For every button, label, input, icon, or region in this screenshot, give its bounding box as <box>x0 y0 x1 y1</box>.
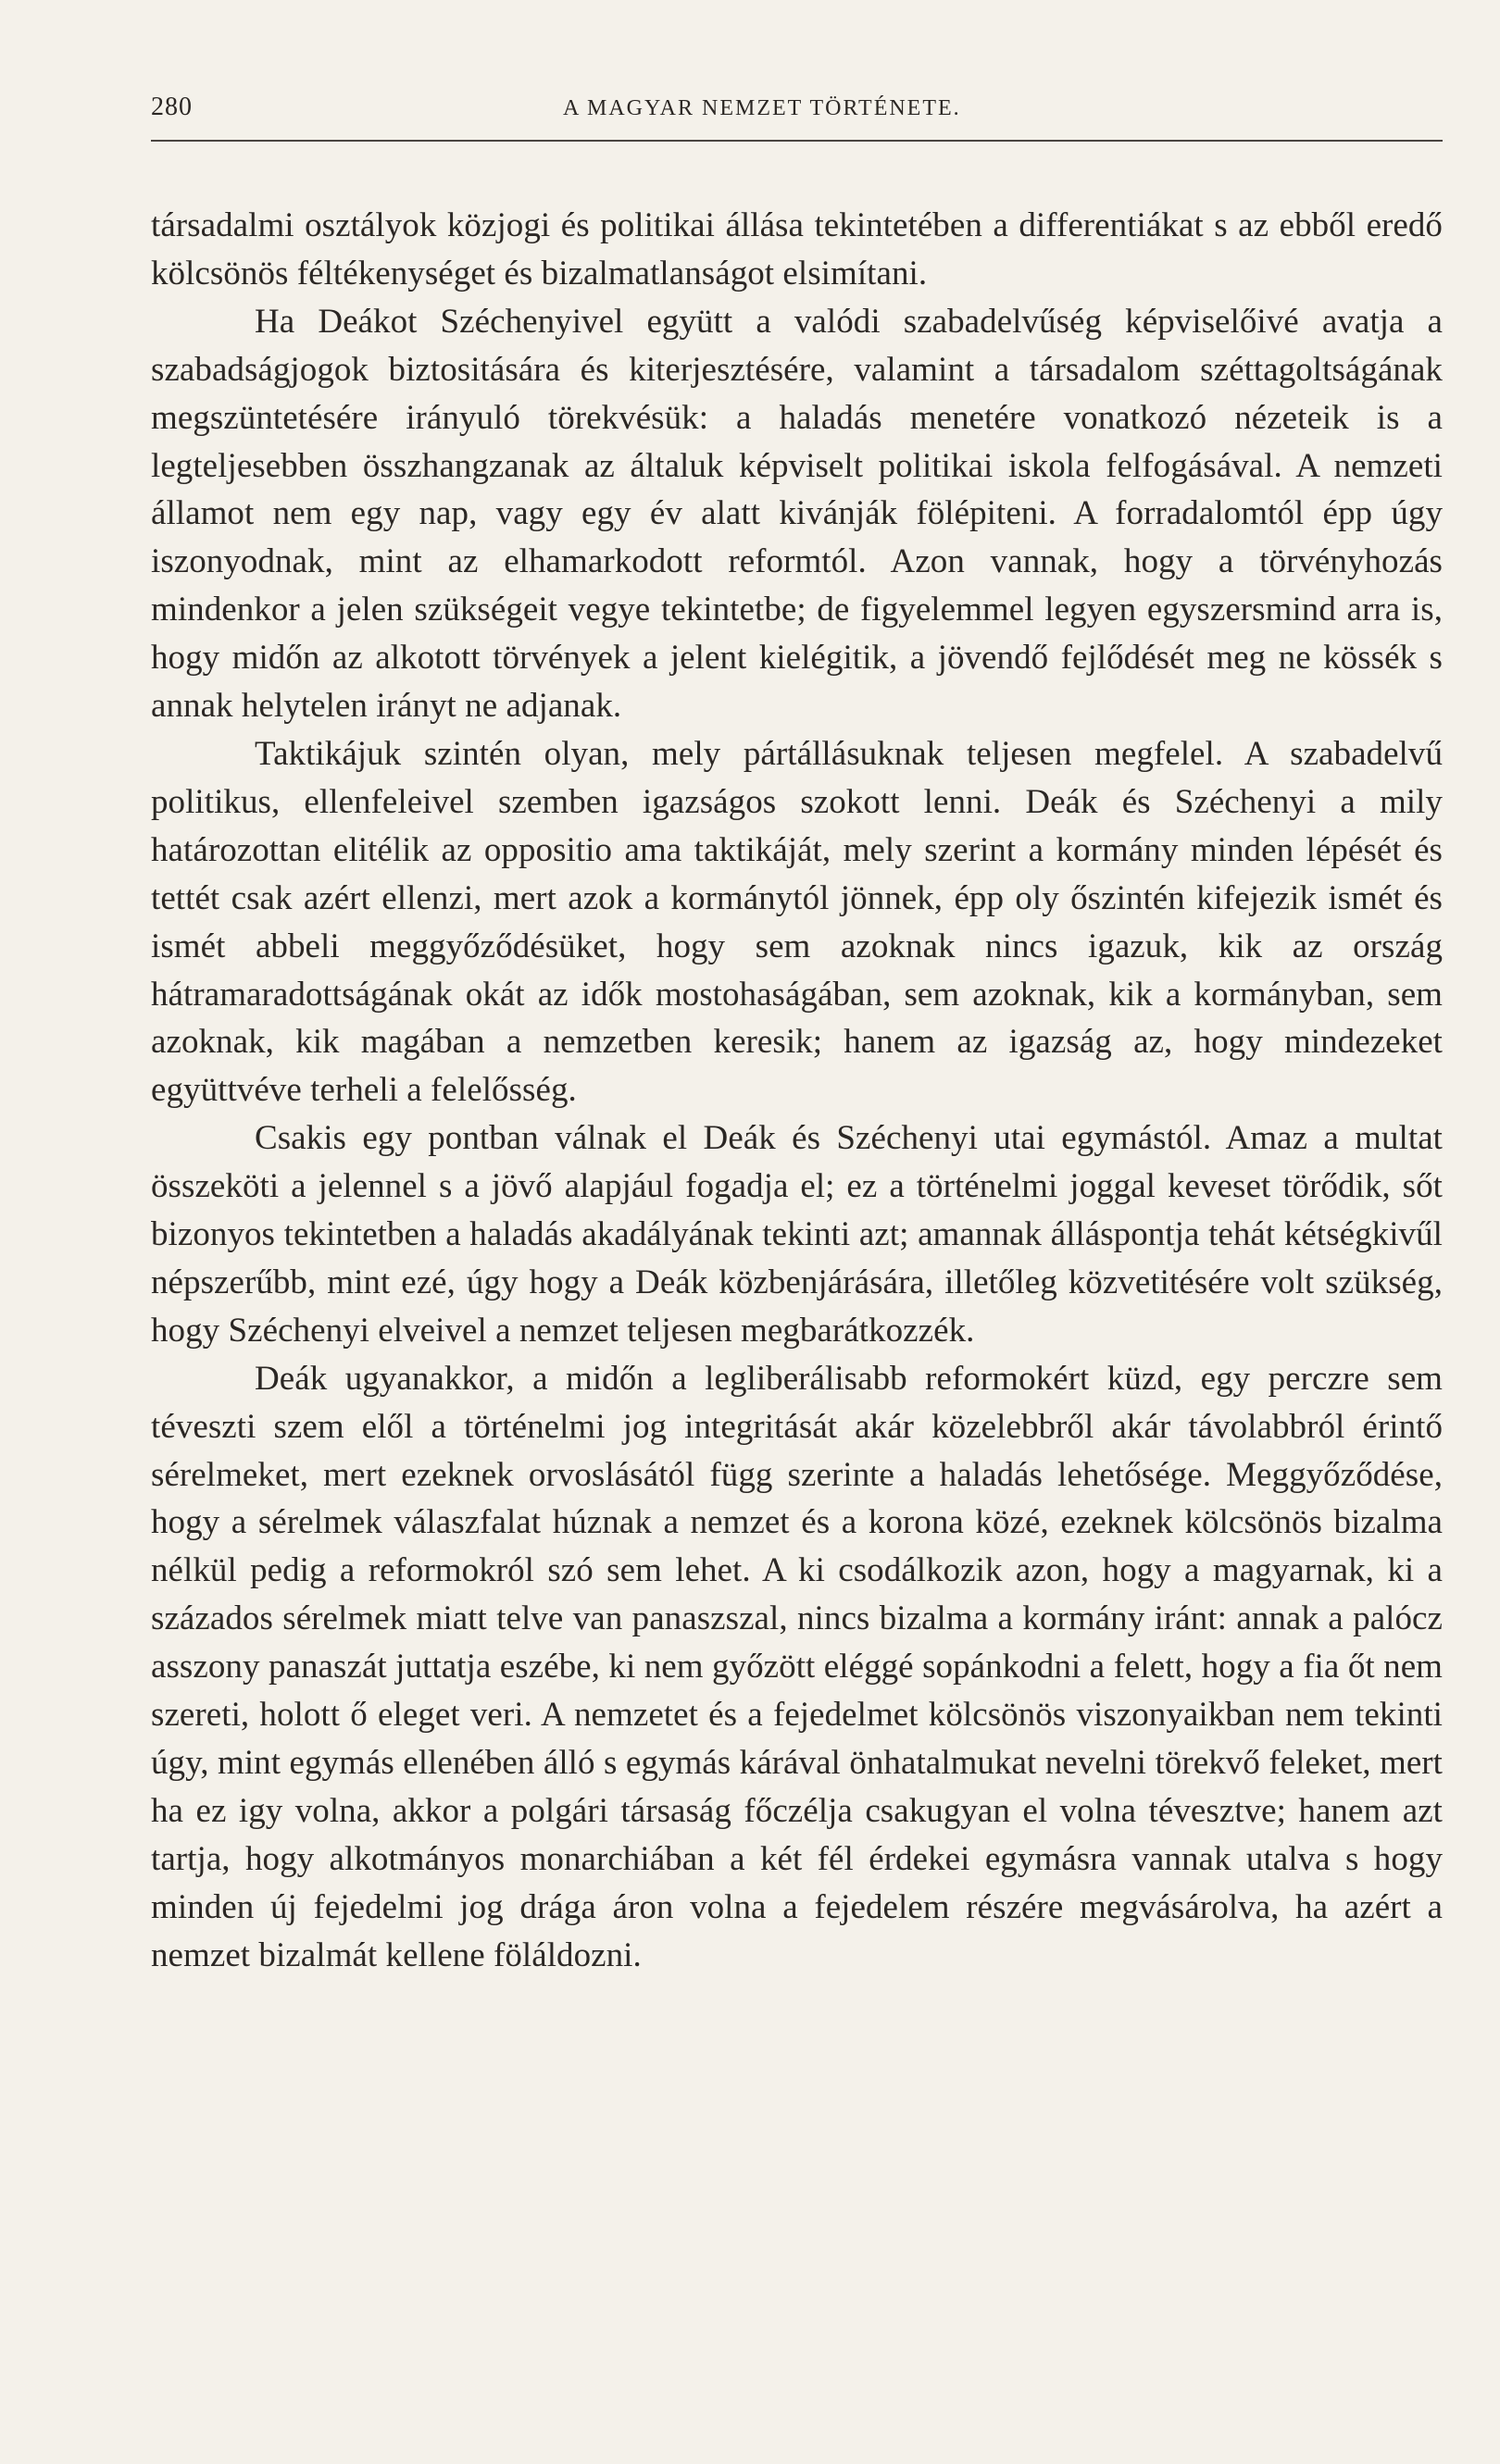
paragraph-4: Csakis egy pontban válnak el Deák és Széchenyi utai egymástól. Amaz a multat összeköti a jelennel s a jövő alapjául fogadja el; ez a történelmi joggal keveset törődik, sőt bizonyos tekintetben a haladás akadályának tekinti azt; amannak álláspontja tehát kétségkivűl népszerűbb, mint ezé, úgy hogy a Deák közbenjárására, illetőleg közvetitésére volt szükség, hogy Széchenyi elveivel a nemzet teljesen megbarátkozzék. <box>151 1119 1443 1350</box>
paragraph-3: Taktikájuk szintén olyan, mely pártállásuknak teljesen megfelel. A szabadelvű politikus, ellenfeleivel szemben igazságos szokott lenni. Deák és Széchenyi a mily határozottan elitélik az oppositio ama taktikáját, mely szerint a kormány minden lépését és tettét csak azért ellenzi, mert azok a kormánytól jönnek, épp oly őszintén kifejezik ismét és ismét abbeli meggyőződésüket, hogy sem azoknak nincs igazuk, kik az ország hátramaradottságának okát az idők mostohaságában, sem azoknak, kik a kormányban, sem azoknak, kik magában a nemzetben keresik; hanem az igazság az, hogy mindezeket együttvéve terheli a felelősség. <box>151 734 1443 1110</box>
page-header <box>151 93 1443 131</box>
paragraph-2: Ha Deákot Széchenyivel együtt a valódi szabadelvűség képviselőivé avatja a szabadságjogok biztositására és kiterjesztésére, valamint a társadalom széttagoltságának megszüntetésére irányuló törekvésük: a haladás menetére vonatkozó nézeteik is a legteljesebben összhangzanak az általuk képviselt politikai iskola felfogásával. A nemzeti államot nem egy nap, vagy egy év alatt kivánják fölépiteni. A forradalomtól épp úgy iszonyodnak, mint az elhamarkodott reformtól. Azon vannak, hogy a törvényhozás mindenkor a jelen szükségeit vegye tekintetbe; de figyelemmel legyen egyszersmind arra is, hogy midőn az alkotott törvények a jelent kielégitik, a jövendő fejlődését meg ne kössék s annak helytelen irányt ne adjanak. <box>151 302 1443 726</box>
running-title: A MAGYAR NEMZET TÖRTÉNETE. <box>563 96 961 120</box>
paragraph-1: társadalmi osztályok közjogi és politikai állása tekintetében a differentiákat s az ebből eredő kölcsönös féltékenységet és bizalmatlanságot elsimítani. <box>151 206 1443 292</box>
page-number: 280 <box>151 93 193 121</box>
header-rule <box>151 140 1443 142</box>
paragraph-5: Deák ugyanakkor, a midőn a legliberálisabb reformokért küzd, egy perczre sem téveszti szem elől a történelmi jog integritását akár közelebbről akár távolabbról érintő sérelmeket, mert ezeknek orvoslásától függ szerinte a haladás lehetősége. Meggyőződése, hogy a sérelmek válaszfalat húznak a nemzet és a korona közé, ezeknek kölcsönös bizalma nélkül pedig a reformokról szó sem lehet. A ki csodálkozik azon, hogy a magyarnak, ki a százados sérelmek miatt telve van panaszszal, nincs bizalma a kormány iránt: annak a palócz asszony panaszát juttatja eszébe, ki nem győzött eléggé sopánkodni a felett, hogy a fia őt nem szereti, holott ő eleget veri. A nemzetet és a fejedelmet kölcsönös viszonyaikban nem tekinti úgy, mint egymás ellenében álló s egymás kárával önhatalmukat nevelni törekvő feleket, mert ha ez igy volna, akkor a polgári társaság főczélja csakugyan el volna tévesztve; hanem azt tartja, hogy alkotmányos monarchiában a két fél érdekei egymásra vannak utalva s hogy minden új fejedelmi jog drága áron volna a fejedelem részére megvásárolva, ha azért a nemzet bizalmát kellene föláldozni. <box>151 1359 1443 1974</box>
body-text <box>151 202 1443 1980</box>
